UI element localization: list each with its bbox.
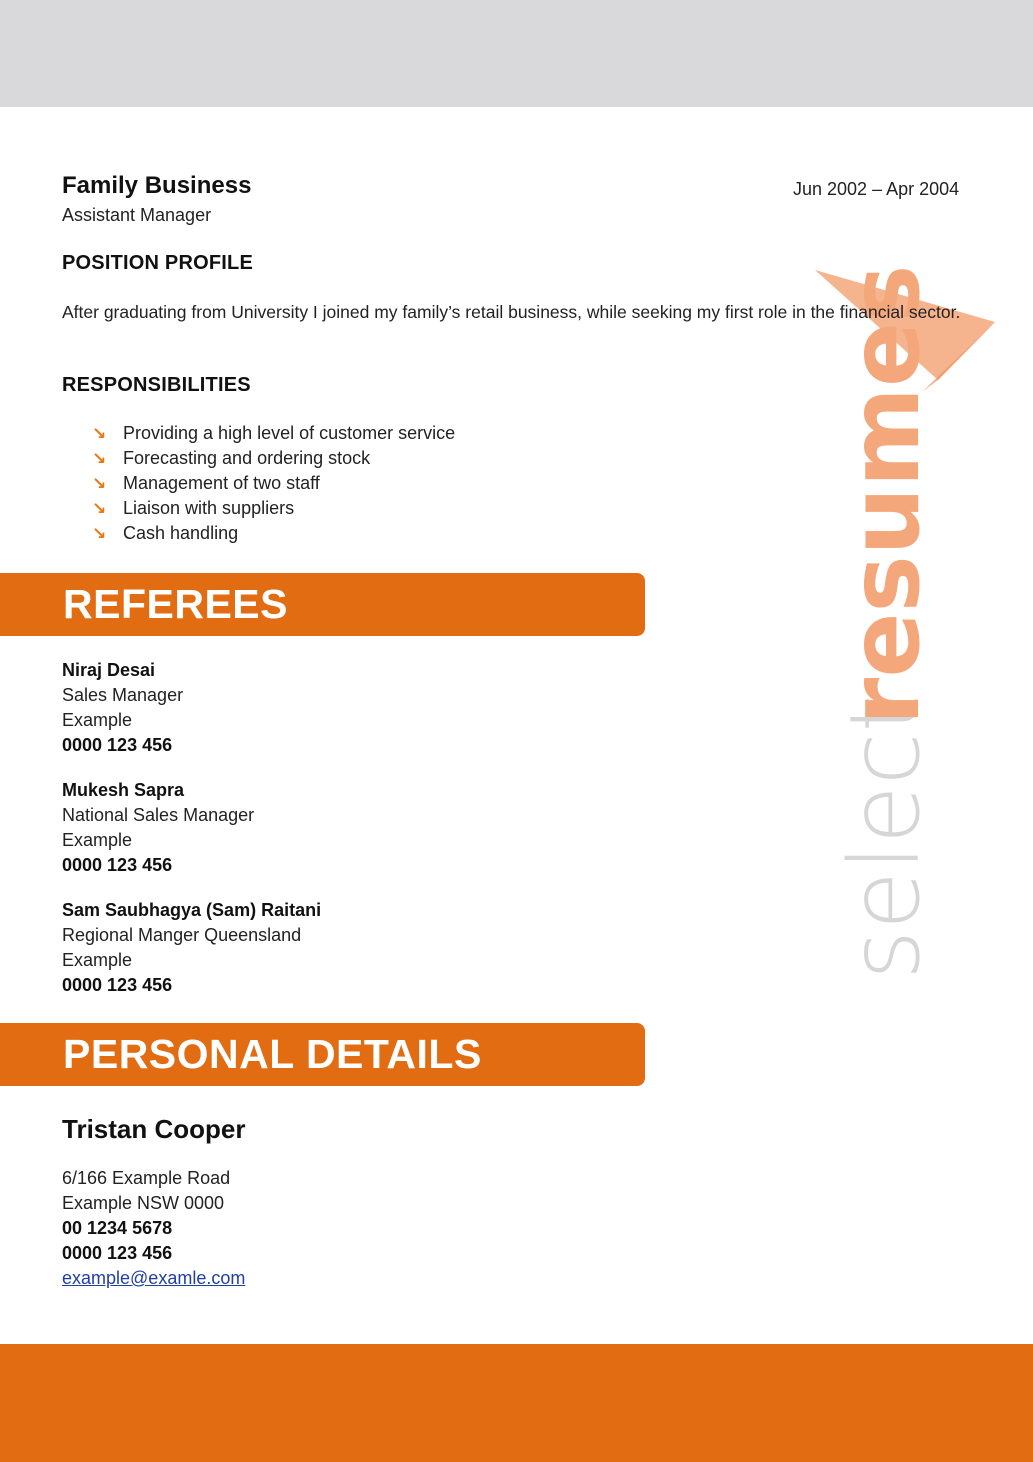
list-item: ↘ Forecasting and ordering stock [92, 448, 371, 468]
referee-phone: 0000 123 456 [62, 975, 173, 995]
arrow-down-right-icon: ↘ [92, 423, 107, 443]
responsibilities-heading: RESPONSIBILITIES [62, 374, 251, 396]
footer-band [0, 1344, 1033, 1462]
referee-entry [62, 658, 183, 758]
list-item: ↘ Management of two staff [92, 473, 320, 493]
referee-company: Example [62, 830, 133, 850]
header-band [0, 0, 1033, 107]
referee-entry [62, 778, 254, 878]
referee-company: Example [62, 710, 133, 730]
personal-details-section-bar [0, 1023, 645, 1086]
referee-company: Example [62, 950, 133, 970]
person-name: Tristan Cooper [62, 1114, 246, 1144]
company-name: Family Business [62, 172, 252, 199]
referee-entry [62, 898, 321, 998]
referee-title: Sales Manager [62, 685, 184, 705]
arrow-down-right-icon: ↘ [92, 523, 107, 543]
watermark-word-resumes: resumes [829, 264, 941, 725]
referee-name: Sam Saubhagya (Sam) Raitani [62, 900, 322, 920]
referee-phone: 0000 123 456 [62, 855, 173, 875]
contact-details [62, 1166, 245, 1291]
list-item: ↘ Providing a high level of customer service [92, 423, 456, 443]
arrow-down-right-icon: ↘ [92, 448, 107, 468]
arrow-down-right-icon: ↘ [92, 498, 107, 518]
referee-title: National Sales Manager [62, 805, 255, 825]
referee-name: Niraj Desai [62, 660, 156, 680]
referees-section-bar [0, 573, 645, 636]
email-link[interactable]: example@examle.com [62, 1268, 246, 1288]
select-resumes-watermark-logo [600, 260, 1020, 1000]
referees-heading: REFEREES [63, 581, 288, 627]
watermark-word-select: select [829, 694, 941, 980]
phone-number: 00 1234 5678 [62, 1218, 173, 1238]
responsibilities-list [92, 421, 455, 546]
referee-title: Regional Manger Queensland [62, 925, 302, 945]
mobile-number: 0000 123 456 [62, 1243, 173, 1263]
personal-details-heading: PERSONAL DETAILS [63, 1031, 482, 1077]
job-role: Assistant Manager [62, 205, 212, 225]
referee-phone: 0000 123 456 [62, 735, 173, 755]
position-profile-heading: POSITION PROFILE [62, 252, 253, 274]
address-line-2: Example NSW 0000 [62, 1193, 225, 1213]
position-profile-text: After graduating from University I joined my family’s retail business, while seeking my first role in the financial sector. [62, 302, 961, 322]
list-item: ↘ Cash handling [92, 523, 239, 543]
list-item: ↘ Liaison with suppliers [92, 498, 295, 518]
employment-dates: Jun 2002 – Apr 2004 [793, 179, 960, 199]
arrow-down-right-icon: ↘ [92, 473, 107, 493]
address-line-1: 6/166 Example Road [62, 1168, 231, 1188]
referee-name: Mukesh Sapra [62, 780, 185, 800]
